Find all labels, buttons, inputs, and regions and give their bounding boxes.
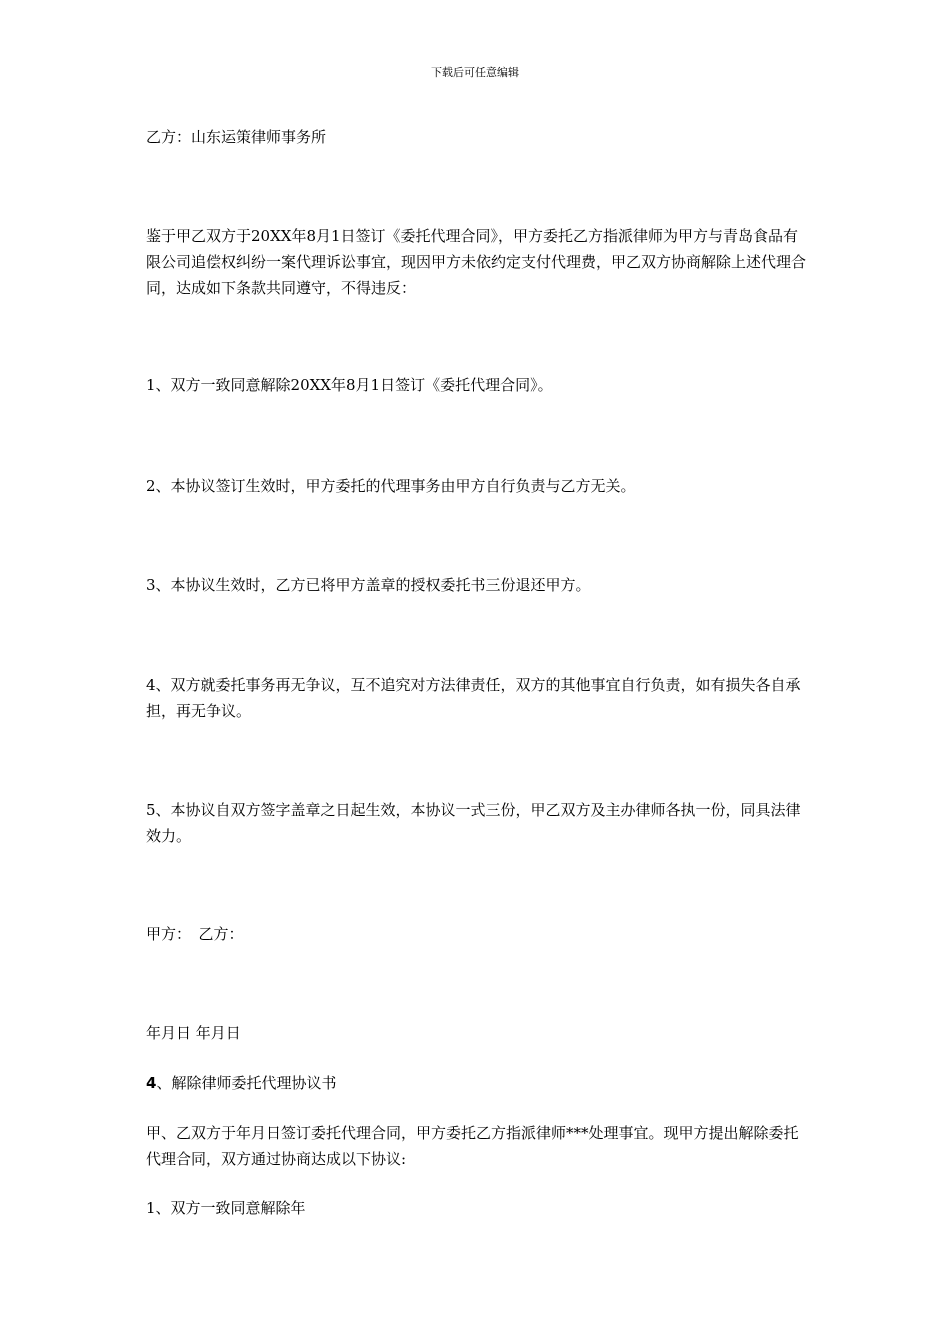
section-4-body: 甲、乙双方于年月日签订委托代理合同，甲方委托乙方指派律师***处理事宜。现甲方提出解除委托代理合同，双方通过协商达成以下协议:	[146, 1124, 799, 1168]
clause-5: 5、本协议自双方签字盖章之日起生效，本协议一式三份，甲乙双方及主办律师各执一份，同具法律效力。	[146, 801, 801, 845]
date-line: 年月日 年月日	[146, 1024, 241, 1042]
section-4-title: 、解除律师委托代理协议书	[156, 1074, 337, 1092]
clause-4: 4、双方就委托事务再无争议，互不追究对方法律责任，双方的其他事宜自行负责，如有损失各自承担，再无争议。	[146, 676, 801, 720]
preamble-paragraph: 鉴于甲乙双方于20XX年8月1日签订《委托代理合同》，甲方委托乙方指派律师为甲方与青岛食品有限公司追偿权纠纷一案代理诉讼事宜，现因甲方未依约定支付代理费，甲乙双方协商解除上述代理合同，达成如下条款共同遵守，不得违反：	[146, 227, 807, 297]
section-4-heading	[146, 1070, 806, 1096]
header-note: 下载后可任意编辑	[431, 66, 519, 79]
section-4-number: 4	[146, 1074, 157, 1092]
section-4-clause-1: 1、双方一致同意解除年	[146, 1199, 306, 1217]
clause-1: 1、双方一致同意解除20XX年8月1日签订《委托代理合同》。	[146, 376, 553, 394]
clause-3: 3、本协议生效时，乙方已将甲方盖章的授权委托书三份退还甲方。	[146, 576, 591, 594]
clause-2: 2、本协议签订生效时，甲方委托的代理事务由甲方自行负责与乙方无关。	[146, 477, 636, 495]
party-b-line: 乙方：山东运策律师事务所	[146, 128, 327, 146]
signature-line: 甲方： 乙方：	[146, 925, 244, 943]
